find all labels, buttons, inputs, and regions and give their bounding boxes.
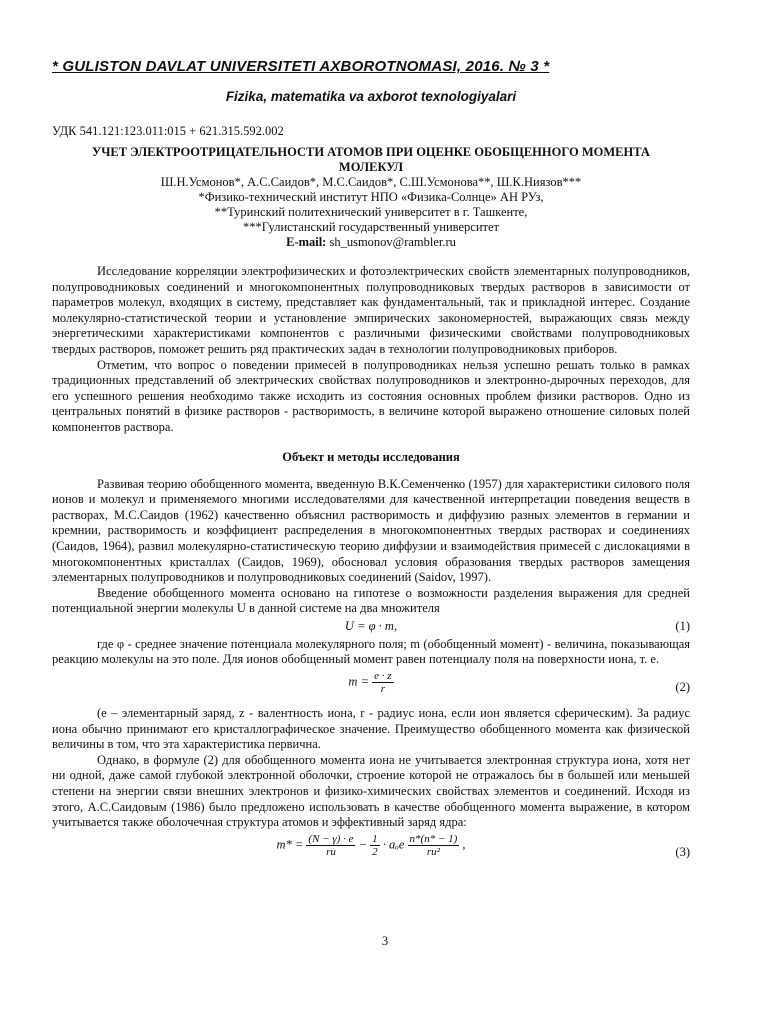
equation-3-fraction-2-denominator: 2 — [372, 845, 378, 858]
equation-3-minus: − — [358, 837, 368, 852]
body-paragraph-4: (e – элементарный заряд, z - валентность иона, r - радиус иона, если ион является сферическим). За радиус иона обычно принимают его кристаллографическое значение. Преимущество обобщенного момента как физической величины в том, что эта характеристика первична. — [52, 706, 690, 752]
equation-3-number: (3) — [675, 844, 690, 859]
equation-1-expression: U = φ · m, — [344, 618, 398, 633]
equation-3 — [52, 831, 690, 875]
equation-3-fraction-3 — [408, 833, 460, 858]
equation-3-factor: · aₒe — [382, 837, 405, 852]
abstract — [52, 264, 690, 436]
equation-2-denominator: r — [380, 683, 385, 696]
page-number: 3 — [381, 934, 389, 948]
affiliation-2: **Туринский политехнический университет в г. Ташкенте, — [214, 205, 528, 219]
section-subtitle: Fizika, matematika va axborot texnologiyalari — [225, 89, 517, 104]
body-paragraph-3: где φ - среднее значение потенциала молекулярного поля; m (обобщенный момент) - величина, показывающая реакцию молекулы на это поле. Для ионов обобщенный момент равен потенциалу поля на поверхности иона, т. е. — [52, 636, 690, 667]
abstract-paragraph-2: Отметим, что вопрос о поведении примесей в полупроводниках нельзя успешно решать только в рамках традиционных представлений об электрических свойствах полупроводников и электронно-дырочных переходов, для его успешного решения необходимо также исходить из состояния основных проблем физики растворов. Одно из центральных понятий в физике растворов - растворимость, в величине которой выражено отношение силовых полей компонентов раствора. — [52, 357, 690, 434]
body-paragraph-2: Введение обобщенного момента основано на гипотезе о возможности разделения выражения для средней потенциальной энергии молекулы U в данной системе на два множителя — [52, 585, 690, 616]
email-line — [52, 235, 690, 250]
email-address[interactable]: sh_usmonov@rambler.ru — [329, 235, 456, 249]
equation-2-fraction — [372, 670, 393, 695]
email-label: E-mail: — [286, 235, 327, 249]
equation-2-numerator: e · z — [374, 670, 392, 683]
affiliation-3: ***Гулистанский государственный университет — [243, 220, 499, 234]
page — [52, 58, 690, 875]
equation-3-lhs: m* = — [276, 837, 304, 852]
equation-3-fraction-1 — [306, 833, 355, 858]
equation-3-fraction-2 — [370, 833, 380, 858]
equation-3-fraction-2-numerator: 1 — [372, 832, 378, 845]
equation-2-number: (2) — [675, 680, 690, 695]
body-paragraph-5: Однако, в формуле (2) для обобщенного момента иона не учитывается электронная структура иона, хотя нет ни одной, даже самой глубокой электронной оболочки, строение которой не отражалось бы в большей или меньшей степени на энергии связи внешних электронов и физико-химических свойствах элементов и соединений. Исходя из этого, А.С.Саидовым (1986) было предложено использовать в качестве обобщенного момента выражение, в котором учитывается также оболочечная структура атомов и эффективный заряд ядра: — [52, 752, 690, 830]
equation-3-fraction-1-denominator: rи — [326, 845, 336, 858]
equation-2 — [52, 668, 690, 706]
body-paragraph-1: Развивая теорию обобщенного момента, введенную В.К.Семенченко (1957) для характеристики силового поля ионов и молекул и применяемого многими исследователями для качественной интерпретации поведения веществ в растворах, М.С.Саидов (1962) качественно объяснил растворимость и диффузию разных элементов в германии и кремнии, растворимость и коэффициент распределения в многокомпонентных твердых растворах и соединениях (Саидов, 1964), развил молекулярно-статистическую теорию диффузии и взаимодействия примесей с дислокациями в многокомпонентных кристаллах (Саидов, 1969), обосновал условия образования твердых растворов замещения элементарных полупроводников и полупроводниковых соединений (Saidov, 1997). — [52, 476, 690, 585]
equation-3-fraction-3-numerator: n*(n* − 1) — [409, 832, 458, 845]
section-heading: Объект и методы исследования — [282, 449, 460, 464]
article-title: УЧЕТ ЭЛЕКТРООТРИЦАТЕЛЬНОСТИ АТОМОВ ПРИ ОЦЕНКЕ ОБОБЩЕННОГО МОМЕНТА МОЛЕКУЛ — [92, 145, 650, 174]
affiliation-1: *Физико-технический институт НПО «Физика-Солнце» АН РУз, — [198, 190, 544, 204]
equation-1 — [52, 617, 690, 637]
equation-3-tail: , — [462, 837, 466, 852]
authors: Ш.Н.Усмонов*, А.С.Саидов*, М.С.Саидов*, С.Ш.Усмонова**, Ш.К.Ниязов*** — [160, 175, 582, 189]
equation-3-fraction-1-numerator: (N − γ) · e — [308, 832, 354, 845]
equation-2-lhs: m = — [348, 674, 370, 689]
journal-header: * GULISTON DAVLAT UNIVERSITETI AXBOROTNOMASI, 2016. № 3 * — [52, 58, 550, 75]
abstract-paragraph-1: Исследование корреляции электрофизических и фотоэлектрических свойств элементарных полупроводников, полупроводниковых соединений и многокомпонентных полупроводниковых твердых растворов в зависимости от параметров молекул, входящих в систему, представляет как фундаментальный, так и прикладной интерес. Создание молекулярно-статистической теории и установление эмпирических закономерностей, выражающих связь между энергетическими характеристиками компонентов с различными физическими свойствами полупроводниковых твердых растворов, поможет решить ряд практических задач в технологии полупроводниковых приборов. — [52, 264, 690, 356]
udk-code: УДК 541.121:123.011:015 + 621.315.592.002 — [52, 124, 284, 138]
equation-1-number: (1) — [675, 618, 690, 633]
equation-3-fraction-3-denominator: rи² — [426, 845, 440, 858]
